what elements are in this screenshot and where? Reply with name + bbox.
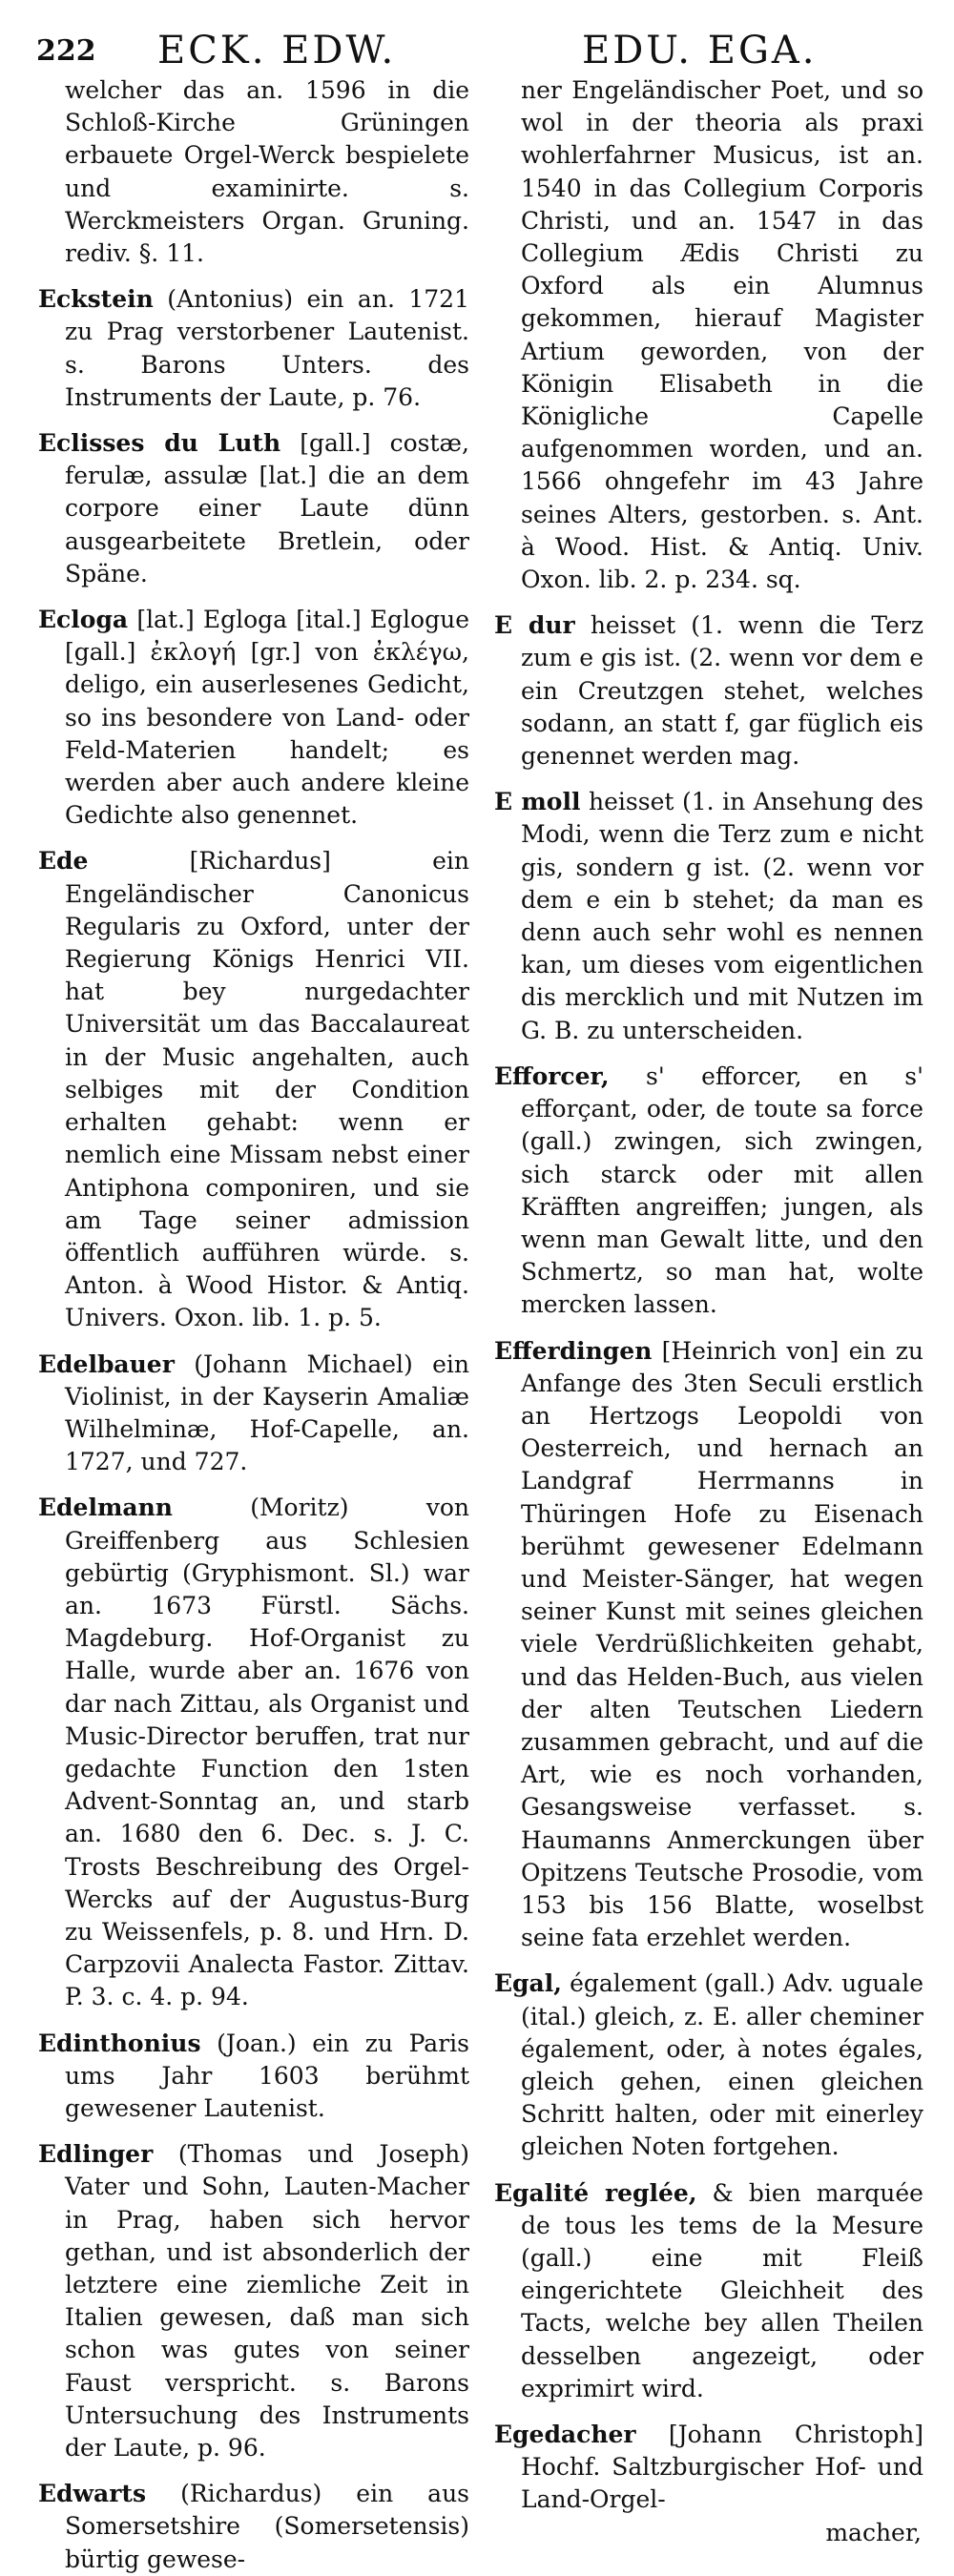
entry-text: heisset (1. in Ansehung des Modi, wenn die Terz zum e nicht gis, sondern g ist. (2. wenn vor dem e ein b stehet; da man es denn auch sehr wohl es nennen kan, um dieses vom eigentlichen dis mercklich und mit Nutzen im G. B. zu unterscheiden. bbox=[521, 788, 923, 1044]
dictionary-entry bbox=[38, 2138, 469, 2464]
entry-headword: Ede bbox=[38, 847, 89, 876]
entry-headword: Efforcer, bbox=[494, 1061, 610, 1090]
entry-text: [lat.] Egloga [ital.] Eglogue [gall.] ἐκλογή [gr.] von ἐκλέγω, deligo, ein auserlesenes Gedicht, so ins besondere von Land- oder Feld-Materien handelt; es werden aber auch andere kleine Gedichte also genennet. bbox=[65, 606, 470, 830]
dictionary-entry bbox=[38, 74, 469, 270]
dictionary-entry bbox=[38, 427, 469, 590]
entry-text: (Thomas und Joseph) Vater und Sohn, Lauten-Macher in Prag, haben sich hervor gethan, und ist absonderlich der letztere eine ziemliche Zeit in Italien gewesen, daß man sich schon was gutes von seiner Faust verspricht. s. Barons Untersuchung des Instruments der Laute, p. 96. bbox=[65, 2140, 469, 2463]
dictionary-entry bbox=[494, 609, 923, 773]
entry-headword: Eckstein bbox=[38, 285, 154, 314]
catchword bbox=[494, 2517, 923, 2549]
entry-headword: Eclisses du Luth bbox=[38, 429, 281, 458]
dictionary-entry bbox=[494, 1968, 923, 2163]
dictionary-entry bbox=[494, 74, 923, 596]
dictionary-entry bbox=[494, 1061, 923, 1322]
entry-headword: Edelbauer bbox=[38, 1350, 175, 1378]
entry-text: [Johann Christoph] Hochf. Saltzburgischer Hof- und Land-Orgel- bbox=[521, 2421, 923, 2514]
entry-text: ner Engeländischer Poet, und so wol in der theoria als praxi wohlerfahrner Musicus, ist an. 1540 in das Collegium Corporis Christi, und an. 1547 in das Collegium Ædis Christi zu Oxford als ein Alumnus gekommen, hierauf Magister Artium geworden, von der Königin Elisabeth in die Königliche Capelle aufgenommen worden, und an. 1566 ohngefehr im 43 Jahre seines Alters, gestorben. s. Ant. à Wood. Hist. & Antiq. Univ. Oxon. lib. 2. p. 234. sq. bbox=[521, 76, 923, 594]
entry-headword: Edinthonius bbox=[38, 2029, 201, 2057]
entry-headword: Efferdingen bbox=[494, 1336, 653, 1365]
catchword-text: macher, bbox=[825, 2518, 922, 2546]
entry-text: (Johann Michael) ein Violinist, in der Kayserin Amaliæ Wilhelminæ, Hof-Capelle, an. 1727, und 727. bbox=[65, 1350, 470, 1476]
entry-headword: Egal, bbox=[494, 1969, 562, 1998]
entry-text: welcher das an. 1596 in die Schloß-Kirche Grüningen erbauete Orgel-Werck bespielete und examinirte. s. Werckmeisters Organ. Gruning. rediv. §. 11. bbox=[65, 76, 469, 268]
entry-headword: Ecloga bbox=[38, 606, 129, 634]
page-number: 222 bbox=[36, 34, 96, 68]
dictionary-entry bbox=[38, 1492, 469, 2013]
entry-text: [gall.] costæ, ferulæ, assulæ [lat.] die an dem corpore einer Laute dünn ausgearbeitete Bretlein, oder Späne. bbox=[65, 429, 469, 587]
right-running-head: EDU. EGA. bbox=[582, 29, 818, 72]
entry-text: (Richardus) ein aus Somersetshire (Somersetensis) bürtig gewese- bbox=[65, 2480, 469, 2573]
entry-headword: Egalité reglée, bbox=[494, 2178, 697, 2207]
dictionary-entry bbox=[494, 2177, 923, 2405]
entry-headword: Edwarts bbox=[38, 2480, 147, 2508]
entry-text: (Antonius) ein an. 1721 zu Prag verstorbener Lautenist. s. Barons Unters. des Instruments der Laute, p. 76. bbox=[65, 285, 469, 411]
dictionary-entry bbox=[38, 2028, 469, 2126]
entry-text: (Joan.) ein zu Paris ums Jahr 1603 berühmt gewesener Lautenist. bbox=[65, 2029, 469, 2122]
left-column bbox=[38, 74, 469, 2576]
left-running-head: ECK. EDW. bbox=[157, 29, 397, 72]
entry-headword: Edelmann bbox=[38, 1494, 173, 1522]
dictionary-entry bbox=[38, 283, 469, 414]
entry-text: heisset (1. wenn die Terz zum e gis ist. (2. wenn vor dem e ein Creutzgen stehet, welches sodann, an statt f, gar füglich eis genennet werden mag. bbox=[521, 611, 923, 771]
entry-text: (Moritz) von Greiffenberg aus Schlesien gebürtig (Gryphismont. Sl.) war an. 1673 Fürstl. Sächs. Magdeburg. Hof-Organist zu Halle, wurde aber an. 1676 von dar nach Zittau, als Organist und Music-Director beruffen, trat nur gedachte Function den 1sten Advent-Sonntag an, und starb an. 1680 den 6. Dec. s. J. C. Trosts Beschreibung des Orgel-Wercks auf der Augustus-Burg zu Weissenfels, p. 8. und Hrn. D. Carpzovii Analecta Fastor. Zittav. P. 3. c. 4. p. 94. bbox=[65, 1494, 470, 2011]
entry-headword: Edlinger bbox=[38, 2140, 154, 2169]
dictionary-entry bbox=[494, 1335, 923, 1955]
entry-text: également (gall.) Adv. uguale (ital.) gleich, z. E. aller cheminer également, oder, à notes égales, gleich gehen, einen gleichen Schritt halten, oder mit einerley gleichen Noten fortgehen. bbox=[521, 1969, 923, 2161]
entry-text: [Richardus] ein Engeländischer Canonicus Regularis zu Oxford, unter der Regierung Königs Henrici VII. hat bey nurgedachter Universität um das Baccalaureat in der Music angehalten, auch selbiges mit der Condition erhalten gehabt: wenn er nemlich eine Missam nebst einer Antiphona componiren, und sie am Tage seiner admission öffentlich aufführen würde. s. Anton. à Wood Histor. & Antiq. Univers. Oxon. lib. 1. p. 5. bbox=[65, 847, 469, 1332]
entry-text: s' efforcer, en s' efforçant, oder, de toute sa force (gall.) zwingen, sich zwingen, sich starck oder mit allen Kräfften angreiffen; jungen, als wenn man Gewalt litte, und den Schmertz, so man hat, wolte mercken lassen. bbox=[521, 1061, 923, 1319]
entry-headword: Egedacher bbox=[494, 2421, 636, 2449]
dictionary-entry bbox=[38, 604, 469, 832]
entry-headword: E moll bbox=[494, 788, 581, 816]
right-column bbox=[494, 74, 923, 2549]
dictionary-entry bbox=[494, 2419, 923, 2517]
entry-text: & bien marquée de tous les tems de la Mesure (gall.) eine mit Fleiß eingerichtete Gleichheit des Tacts, welche bey allen Theilen desselben angezeigt, oder exprimirt wird. bbox=[521, 2178, 923, 2402]
entry-headword: E dur bbox=[494, 611, 575, 640]
entry-text: [Heinrich von] ein zu Anfange des 3ten Seculi erstlich an Hertzogs Leopoldi von Oesterreich, und hernach an Landgraf Herrmanns in Thüringen Hofe zu Eisenach berühmt gewesener Edelmann und Meister-Sänger, hat wegen seiner Kunst mit seines gleichen viele Verdrüßlichkeiten gehabt, und das Helden-Buch, aus vielen der alten Teutschen Liedern zusammen gebracht, und auf die Art, wie es noch vorhanden, Gesangsweise verfasset. s. Haumanns Anmerckungen über Opitzens Teutsche Prosodie, vom 153 bis 156 Blatte, woselbst seine fata erzehlet werden. bbox=[521, 1336, 923, 1952]
dictionary-entry bbox=[38, 1349, 469, 1479]
dictionary-entry bbox=[38, 2478, 469, 2576]
dictionary-entry bbox=[38, 845, 469, 1334]
dictionary-entry bbox=[494, 786, 923, 1047]
